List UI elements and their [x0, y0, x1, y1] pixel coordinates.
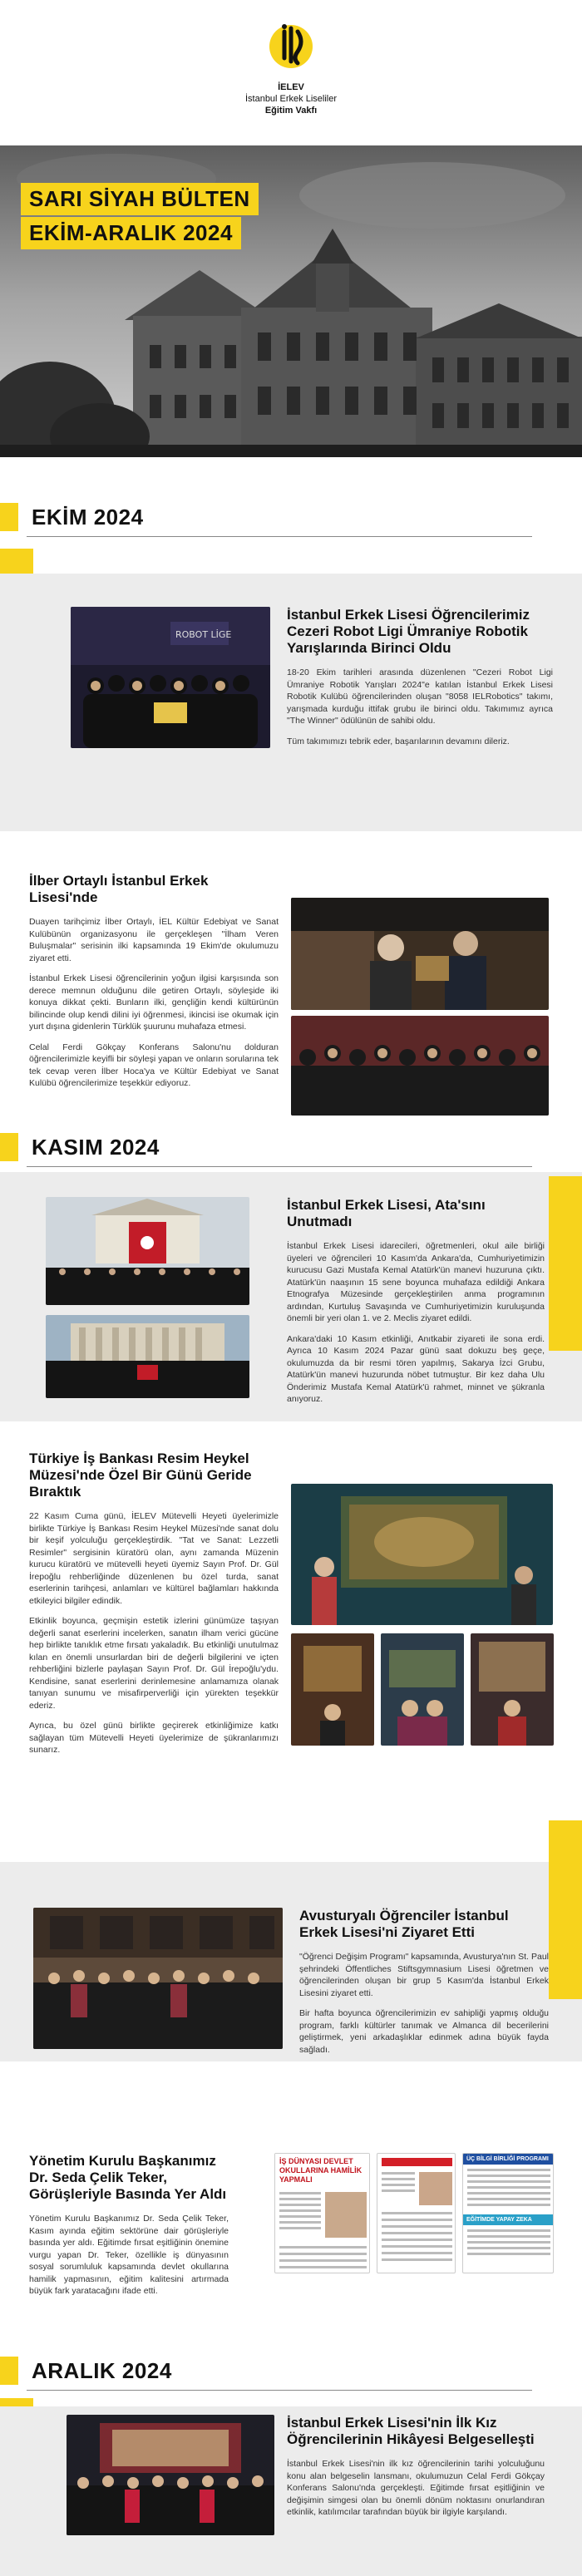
header: [0, 0, 582, 145]
month-heading-ekim: [0, 503, 144, 531]
story-paragraph: Tüm takımımızı tebrik eder, başarılarının devamını dileriz.: [287, 736, 510, 746]
story-title: İstanbul Erkek Lisesi, Ata'sını Unutmadı: [287, 1197, 486, 1229]
story-paragraph: Bir hafta boyunca öğrencilerimizin ev sahipliği yapmış olduğu program, farklı kültürler tanımak ve Almanca dil becerilerini geliştirmek, yeni arkadaşlıklar edinmek adına büyük fayda sağladı.: [299, 2008, 549, 2055]
ankara-ceremony-photo: [46, 1197, 249, 1305]
hero-title-line1: SARI SİYAH BÜLTEN: [21, 183, 259, 215]
story-paragraph: "Öğrenci Değişim Programı" kapsamında, Avusturya'nın St. Paul şehrindeki Öffentliches Stiftsgymnasium Lisesi öğretmen ve öğrencilerinden oluşan bir grup 5 Kasım'da İstanbul Erkek Lisesini ziyaret etti.: [299, 1952, 549, 1998]
story-museum: [29, 1451, 279, 1765]
divider-line: [27, 536, 532, 537]
ilber-audience-photo: [291, 1016, 549, 1116]
story-paragraph: 18-20 Ekim tarihleri arasında düzenlenen "Cezeri Robot Ligi Ümraniye Robotik Yarışları 2024"e katılan İstanbul Erkek Lisesi Robotik Kulübü öğrencilerinden oluşan "8058 IELRobotics" takımı, yarışmada kurduğu ittifak grubu ile birinci oldu. Takımımız ayrıca "The Winner" ödülünün de sahibi oldu.: [287, 667, 553, 726]
story-paragraph: İstanbul Erkek Lisesi öğrencilerinin yoğun ilgisi karşısında son derece memnun olduğunu dile getiren Ortaylı, söyleşide iki konuya dikkat çekti. Bunların ilki, gençliğin kendi kültürünün bilincinde olup kendi dilini iyi öğrenmesi, ikincisi ise okumak için yurt dışına gidenlerin Türklük şuurunu muhafaza etmesi.: [29, 973, 279, 1032]
press-clip-title: İŞ DÜNYASI DEVLET OKULLARINA HAMİLİK YAPMALI: [275, 2154, 369, 2188]
documentary-launch-photo: [67, 2415, 274, 2535]
museum-photo-2: [291, 1633, 374, 1746]
month-heading-kasim: [0, 1133, 160, 1161]
accent-bar: [0, 1133, 18, 1161]
story-title: Yönetim Kurulu Başkanımız Dr. Seda Çelik Teker, Görüşleriyle Basında Yer Aldı: [29, 2153, 227, 2202]
org-short: İELEV: [278, 82, 304, 92]
anitkabir-photo: [46, 1315, 249, 1398]
austrian-students-photo: [33, 1908, 283, 2049]
story-paragraph: İstanbul Erkek Lisesi'nin ilk kız öğrencilerinin tarihi yolculuğunu konu alan belgeselin lansmanı, okulumuzun Celal Ferdi Gökçay Konferans Salonu'nda gerçekleşti. Eğitimde fırsat eşitliğinin ve değişimin simgesi olan bu önemli dönüm noktasını onurlandıran etkinlik, katılımcılar tarafından büyük bir ilgiyle karşılandı.: [287, 2459, 545, 2517]
story-paragraph: İstanbul Erkek Lisesi idarecileri, öğretmenleri, okul aile birliği üyeleri ve öğrencileri 10 Kasım'da Ankara'da, Cumhuriyetimizin kurucusu Gazi Mustafa Kemal Atatürk'ün manevi huzuruna çıktı. Atatürk'ün naaşının 15 sene boyunca muhafaza edildiği Ankara Etnografya Müzesinde gerçekleştirilen anma programının ardından, Kurtuluş Savaşında ve Cumhuriyetimizin kuruluşunda önemli bir yeri olan 1. ve 2. Meclis ziyaret edildi.: [287, 1241, 545, 1323]
robot-team-photo: [71, 607, 270, 748]
story-paragraph: Etkinlik boyunca, geçmişin estetik izlerini günümüze taşıyan değerli sanat eserlerini incelerken, sanatın ilham verici gücüne hep birlikte tanıklık etme fırsatı yakaladık. Bu etkinliği unutulmaz kılan en önemli unsurlardan biri de değerli bilgilerini ve içten rehberliğini bizlerle paylaşan Sayın Prof. Dr. Gül İrepoğlu'ydu. Kendisine, sanat eserlerini derinlemesine anlamamıza olanak tanıyan sunumu ve misafirperverliği için yürekten teşekkür ederiz.: [29, 1616, 279, 1711]
svg-text:ROBOT LİGE: ROBOT LİGE: [175, 629, 232, 640]
press-clip-1: [274, 2153, 370, 2273]
press-clip-2: [377, 2153, 456, 2273]
story-title: İstanbul Erkek Lisesi Öğrencilerimiz Cezeri Robot Ligi Ümraniye Robotik Yarışlarında Birinci Oldu: [287, 607, 530, 656]
ielev-logo-icon: [268, 17, 314, 76]
month-label: EKİM 2024: [32, 504, 144, 529]
story-robot: [287, 607, 553, 756]
decor-block: [549, 1820, 582, 1999]
divider-line: [27, 1166, 532, 1167]
story-title: Türkiye İş Bankası Resim Heykel Müzesi'nde Özel Bir Günü Geride Bıraktık: [29, 1451, 252, 1500]
story-title: İlber Ortaylı İstanbul Erkek Lisesi'nde: [29, 873, 209, 905]
decor-block: [549, 1176, 582, 1351]
story-documentary: [287, 2415, 545, 2527]
story-paragraph: Yönetim Kurulu Başkanımız Dr. Seda Çelik Teker, Kasım ayında eğitim sektörüne dair görüşleriyle basında yer aldı. Eğitimde fırsat eşitliğinin önemine vurgu yapan Dr. Teker, özellikle iş dünyasının sosyal sorumluluk kapsamında devlet okullarına hamilik yapmasının, eğitim kalitesini artırmada büyük fark yaratacağını ifade etti.: [29, 2214, 229, 2296]
press-clip-title: ÜÇ BİLGİ BİRLİĞİ PROGRAMI: [463, 2154, 553, 2165]
ilber-plaque-photo: [291, 898, 549, 1010]
story-paragraph: 22 Kasım Cuma günü, İELEV Mütevelli Heyeti üyelerimizle birlikte Türkiye İş Bankası Resim Heykel Müzesi'nde sanat dolu bir keşif yolculuğu gerçekleştirdik. "Tat ve Sanat: Lezzetli Resimler" sergisinin küratörü olan, aynı zamanda Müzenin kurucu küratörü ve mütevelli heyeti üyemiz Sayın Prof. Dr. Gül İrepoğlu rehberliğinde düzenlenen bu özel turda, sanat eserlerinin tarihçesi, anlamları ve kültürel bağlamları hakkında etkileyici bilgiler edindik.: [29, 1511, 279, 1606]
story-paragraph: Ayrıca, bu özel günü birlikte geçirerek etkinliğimize katkı sağlayan tüm Mütevelli Heyeti üyelerimize de şükranlarımızı sunarız.: [29, 1721, 279, 1755]
story-paragraph: Celal Ferdi Gökçay Konferans Salonu'nu dolduran öğrencilerimizle keyifli bir söyleşi yapan ve onların sorularına tek tek cevap veren İlber Hoca'ya ve Kültür Edebiyat ve Sanat Kulübü öğrencilerimize teşekkür ediyoruz.: [29, 1042, 279, 1088]
divider-line: [27, 2390, 532, 2391]
accent-bar: [0, 503, 18, 531]
story-title: İstanbul Erkek Lisesi'nin İlk Kız Öğrencilerinin Hikâyesi Belgeselleşti: [287, 2415, 535, 2447]
story-seda: [29, 2153, 229, 2306]
press-clip-3: [462, 2153, 554, 2273]
story-ataturk: [287, 1197, 545, 1414]
org-name: İstanbul Erkek Liseliler: [244, 94, 338, 104]
accent-bar: [0, 2357, 18, 2385]
museum-gallery-photo: [291, 1484, 553, 1625]
story-paragraph: Duayen tarihçimiz İlber Ortaylı, İEL Kültür Edebiyat ve Sanat Kulübünün organizasyonu ile gerçekleşen "İlham Veren Buluşmalar" serisinin ilki kapsamında 19 Ekim'de okulumuzu ziyaret etti.: [29, 917, 279, 963]
story-australia: [299, 1908, 549, 2064]
month-label: ARALIK 2024: [32, 2357, 172, 2383]
story-ilber: [29, 873, 279, 1098]
story-title: Avusturyalı Öğrenciler İstanbul Erkek Lisesi'ni Ziyaret Etti: [299, 1908, 509, 1940]
org-type: Eğitim Vakfı: [264, 106, 318, 116]
press-clip-subtitle: EĞİTİMDE YAPAY ZEKA: [463, 2214, 553, 2225]
month-label: KASIM 2024: [32, 1134, 160, 1160]
hero-banner: [0, 145, 582, 457]
story-paragraph: Ankara'daki 10 Kasım etkinliği, Anıtkabir ziyareti ile sona erdi. Ayrıca 10 Kasım 2024 Pazar günü saat dokuzu beş geçe, okulumuzda da bir resmi tören yapılmış, Sakarya İzci Grubu, Atatürk'ün manevi huzurunda nöbet tutmuştur. Bir kez daha Ulu Önderimiz Mustafa Kemal Atatürk'ü rahmet, minnet ve şükranla anıyoruz.: [287, 1333, 545, 1404]
museum-photo-4: [471, 1633, 554, 1746]
month-heading-aralik: [0, 2357, 172, 2385]
hero-title-line2: EKİM-ARALIK 2024: [21, 217, 241, 249]
museum-photo-3: [381, 1633, 464, 1746]
